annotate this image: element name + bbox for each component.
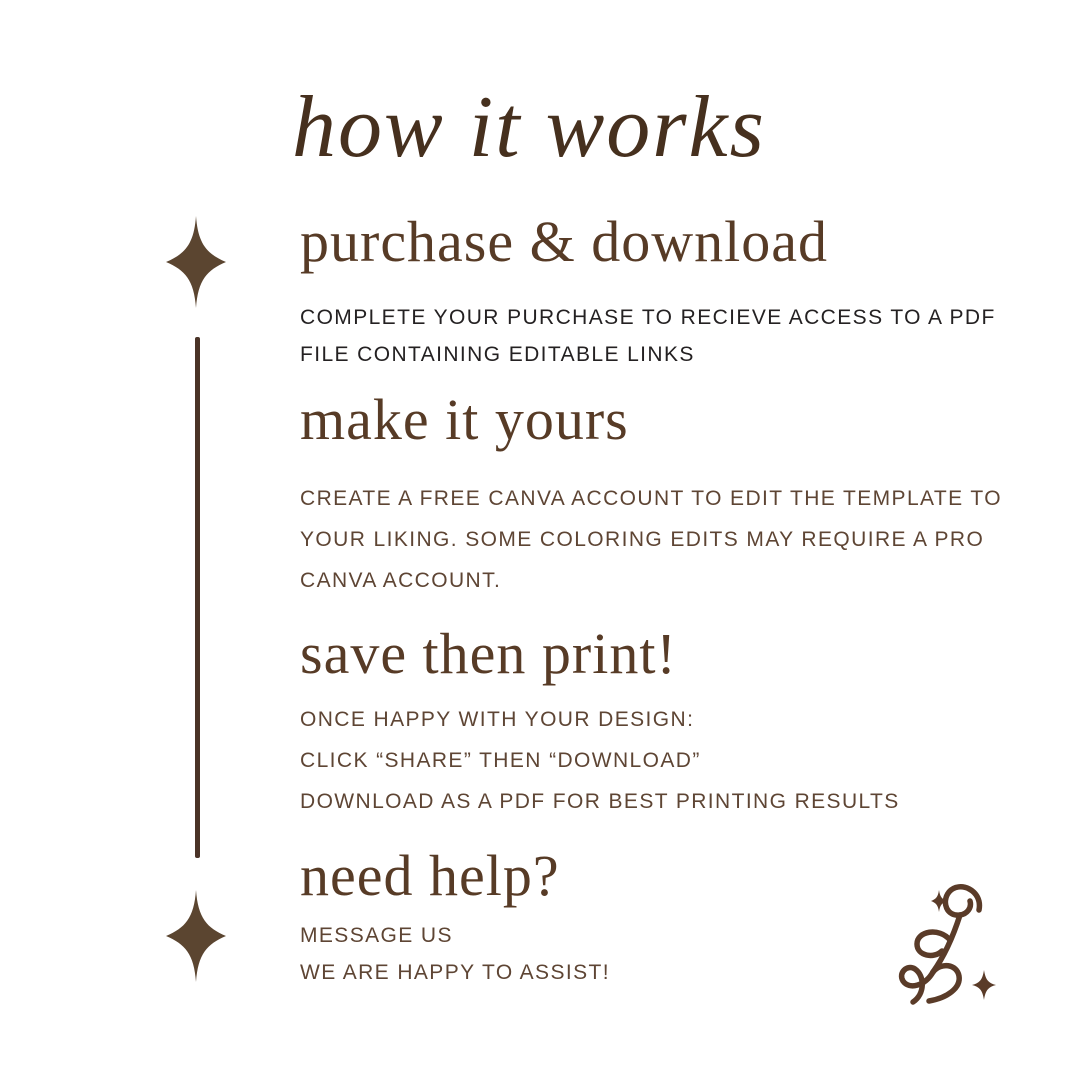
body-line: WE ARE HAPPY TO ASSIST! [300, 961, 610, 984]
brand-monogram [895, 880, 1005, 1018]
sparkle-icon [166, 216, 226, 308]
section-body-need-help [300, 917, 610, 991]
body-line: ONCE HAPPY WITH YOUR DESIGN: [300, 708, 695, 731]
divider-line [195, 337, 200, 858]
page-title: how it works [292, 79, 766, 176]
section-body-make-it-yours [300, 478, 1002, 601]
section-heading-need-help: need help? [300, 843, 560, 908]
body-line: COMPLETE YOUR PURCHASE TO RECIEVE ACCESS TO A PDF [300, 306, 996, 329]
body-line: MESSAGE US [300, 924, 453, 947]
section-body-save-then-print [300, 699, 900, 822]
body-line: CREATE A FREE CANVA ACCOUNT TO EDIT THE TEMPLATE TO [300, 487, 1002, 510]
body-line: YOUR LIKING. SOME COLORING EDITS MAY REQUIRE A PRO [300, 528, 985, 551]
section-heading-make-it-yours: make it yours [300, 387, 629, 452]
sparkle-icon [166, 890, 226, 982]
body-line: CANVA ACCOUNT. [300, 569, 502, 592]
sparkle-icon [972, 970, 996, 1000]
section-heading-purchase-download: purchase & download [300, 209, 828, 274]
body-line: FILE CONTAINING EDITABLE LINKS [300, 343, 695, 366]
body-line: CLICK “SHARE” THEN “DOWNLOAD” [300, 749, 701, 772]
body-line: DOWNLOAD AS A PDF FOR BEST PRINTING RESULTS [300, 790, 900, 813]
section-heading-save-then-print: save then print! [300, 621, 677, 686]
section-body-purchase-download [300, 299, 996, 373]
